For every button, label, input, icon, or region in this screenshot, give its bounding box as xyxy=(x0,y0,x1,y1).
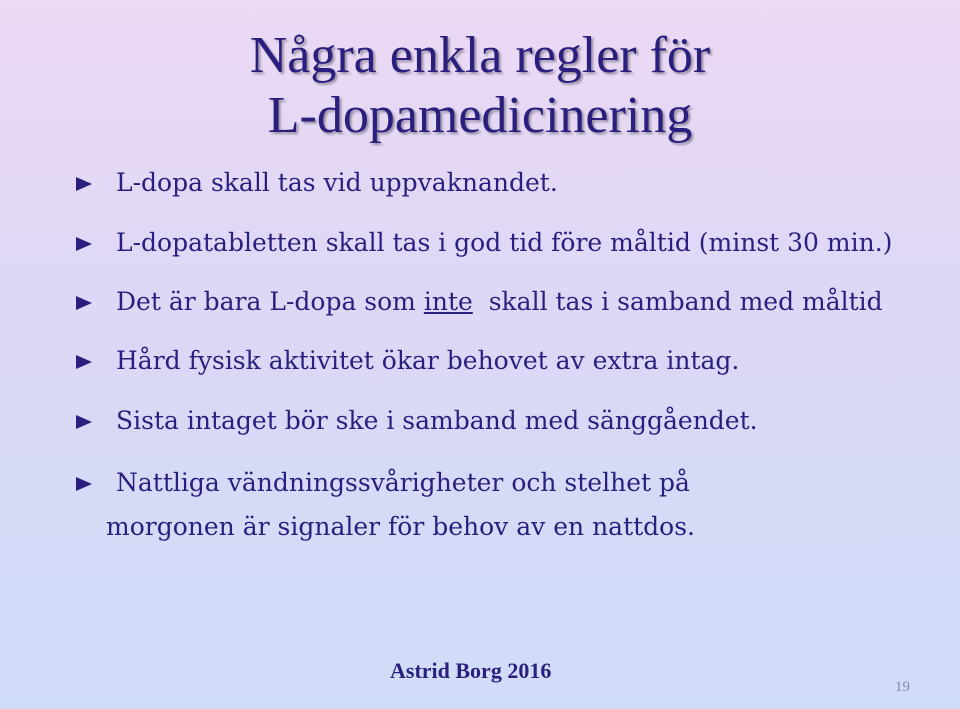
arrow-bullet-icon xyxy=(76,355,92,369)
bullet-text: Hård fysisk aktivitet ökar behovet av extra intag. xyxy=(116,346,740,375)
bullet-item xyxy=(70,166,920,200)
bullet-text-underlined: inte xyxy=(423,287,473,316)
bullet-item xyxy=(70,344,920,378)
bullet-item xyxy=(70,404,920,438)
bullet-text: Sista intaget bör ske i samband med sänggåendet. xyxy=(116,406,758,435)
slide-title xyxy=(0,26,960,146)
bullet-item xyxy=(70,285,920,319)
arrow-bullet-icon xyxy=(76,477,92,491)
title-line-1: Några enkla regler för xyxy=(249,27,711,84)
title-line-2: L-dopamedicinering xyxy=(267,87,693,144)
slide-footer: Astrid Borg 2016 xyxy=(390,658,552,683)
arrow-bullet-icon xyxy=(76,415,92,429)
bullet-text-before: Det är bara L-dopa som xyxy=(116,287,424,316)
bullet-text-line-2: morgonen är signaler för behov av en nattdos. xyxy=(106,512,696,541)
bullet-item xyxy=(70,226,920,260)
bullet-item xyxy=(70,466,920,544)
bullet-text-line-1: Nattliga vändningssvårigheter och stelhet på xyxy=(116,468,690,497)
slide-number: 19 xyxy=(895,679,910,695)
bullet-list xyxy=(70,166,920,544)
bullet-text: L-dopa skall tas vid uppvaknandet. xyxy=(116,168,558,197)
bullet-text-after: skall tas i samband med måltid xyxy=(472,287,883,316)
arrow-bullet-icon xyxy=(76,177,92,191)
arrow-bullet-icon xyxy=(76,296,92,310)
arrow-bullet-icon xyxy=(76,237,92,251)
bullet-text: L-dopatabletten skall tas i god tid före måltid (minst 30 min.) xyxy=(116,228,893,257)
